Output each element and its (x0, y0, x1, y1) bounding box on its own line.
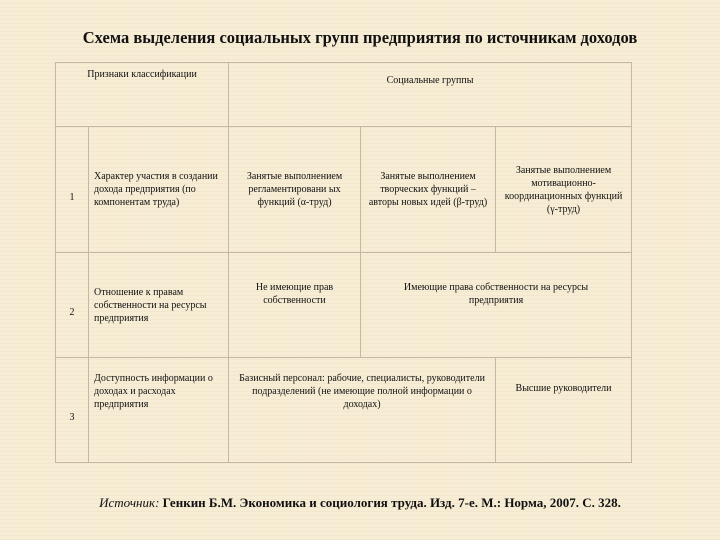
classification-table (55, 62, 632, 463)
row-criterion: Характер участия в создании дохода предприятия (по компонентам труда) (89, 127, 229, 253)
page-title: Схема выделения социальных групп предприятия по источникам доходов (82, 28, 638, 47)
group-cell: Базисный персонал: рабочие, специалисты, руководители подразделений (не имеющие полной информации о доходах) (229, 358, 496, 463)
table-row (56, 127, 632, 253)
group-cell: Не имеющие прав собственности (229, 253, 361, 358)
row-criterion: Отношение к правам собственности на ресурсы предприятия (89, 253, 229, 358)
header-row (56, 63, 632, 127)
row-criterion: Доступность информации о доходах и расходах предприятия (89, 358, 229, 463)
table-row (56, 358, 632, 463)
row-number: 3 (56, 358, 89, 463)
source-label: Источник: (99, 495, 160, 510)
table-row (56, 253, 632, 358)
header-criteria: Признаки классификации (56, 63, 229, 127)
group-cell: Занятые выполнением мотивационно-координационных функций (γ-труд) (496, 127, 632, 253)
header-groups: Социальные группы (229, 63, 632, 127)
group-cell: Занятые выполнением регламентировани ых функций (α-труд) (229, 127, 361, 253)
group-cell: Занятые выполнением творческих функций – авторы новых идей (β-труд) (361, 127, 496, 253)
row-number: 1 (56, 127, 89, 253)
source-footer (0, 495, 720, 511)
row-number: 2 (56, 253, 89, 358)
source-citation: Генкин Б.М. Экономика и социология труда. Изд. 7-е. М.: Норма, 2007. С. 328. (162, 495, 621, 510)
group-cell: Имеющие права собственности на ресурсы предприятия (361, 253, 632, 358)
group-cell: Высшие руководители (496, 358, 632, 463)
